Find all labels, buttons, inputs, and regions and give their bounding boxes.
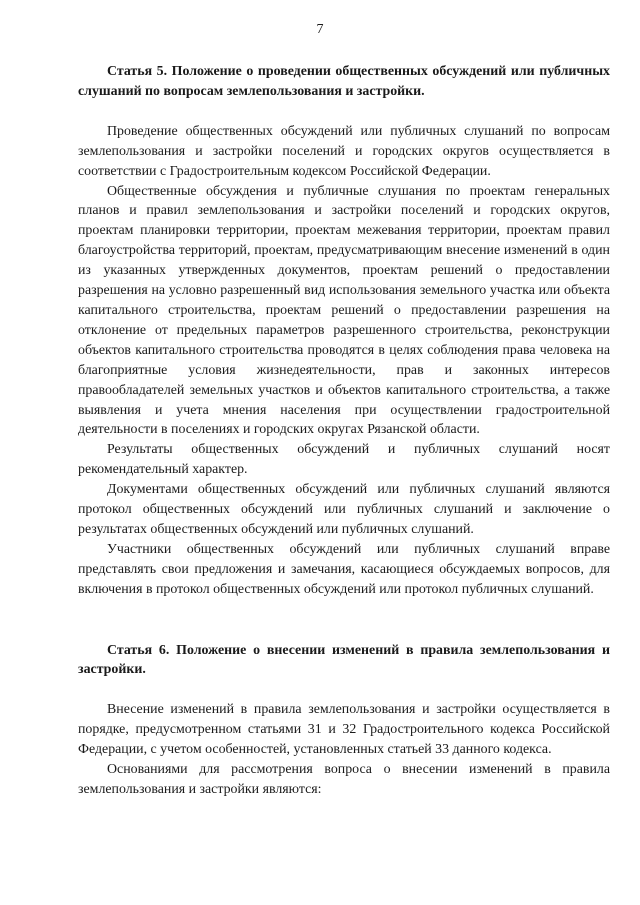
article-5-paragraph: Документами общественных обсуждений или публичных слушаний являются протокол общественных обсуждений или публичных слушаний и заключение о результатах общественных обсуждений или публичных слушаний. [78,482,610,537]
article-6-paragraph: Внесение изменений в правила землепользования и застройки осуществляется в порядке, предусмотренном статьями 31 и 32 Градостроительного кодекса Российской Федерации, с учетом особенностей, установленных статьей 33 данного кодекса. [78,702,610,758]
article-5-paragraph: Проведение общественных обсуждений или публичных слушаний по вопросам землепользования и застройки поселений и городских округов осуществляется в соответствии с Градостроительным кодексом Российской Федерации. [78,123,610,179]
article-5-paragraph: Результаты общественных обсуждений и публичных слушаний носят рекомендательный характер. [78,442,610,478]
article-5-heading: Статья 5. Положение о проведении общественных обсуждений или публичных слушаний по вопросам землепользования и застройки. [78,64,610,99]
article-6-paragraph: Основаниями для рассмотрения вопроса о внесении изменений в правила землепользования и застройки являются: [78,762,610,797]
article-5-paragraph: Участники общественных обсуждений или публичных слушаний вправе представлять свои предложения и замечания, касающиеся обсуждаемых вопросов, для включения в протокол общественных обсуждений или протокол публичных слушаний. [78,541,610,597]
article-5-paragraph: Общественные обсуждения и публичные слушания по проектам генеральных планов и правил землепользования и застройки поселений и городских округов, проектам планировки территории, проектам межевания территории, проектам правил благоустройства территорий, проектам, предусматривающим внесение изменений в один из указанных утвержденных документов, проектам решений о предоставлении разрешения на условно разрешенный вид использования земельного участка или объекта капитального строительства, проектам решений о предоставлении разрешения на отклонение от предельных параметров разрешенного строительства, реконструкции объектов капитального строительства проводятся в целях соблюдения права человека на благоприятные условия жизнедеятельности, прав и законных интересов правообладателей земельных участков и объектов капитального строительства, а также выявления и учета мнения населения при осуществлении градостроительной деятельности в поселениях и городских округах Рязанской области. [78,183,610,438]
document-body [78,62,610,800]
page-number: 7 [316,22,324,37]
article-6-heading: Статья 6. Положение о внесении изменений в правила землепользования и застройки. [78,642,610,678]
